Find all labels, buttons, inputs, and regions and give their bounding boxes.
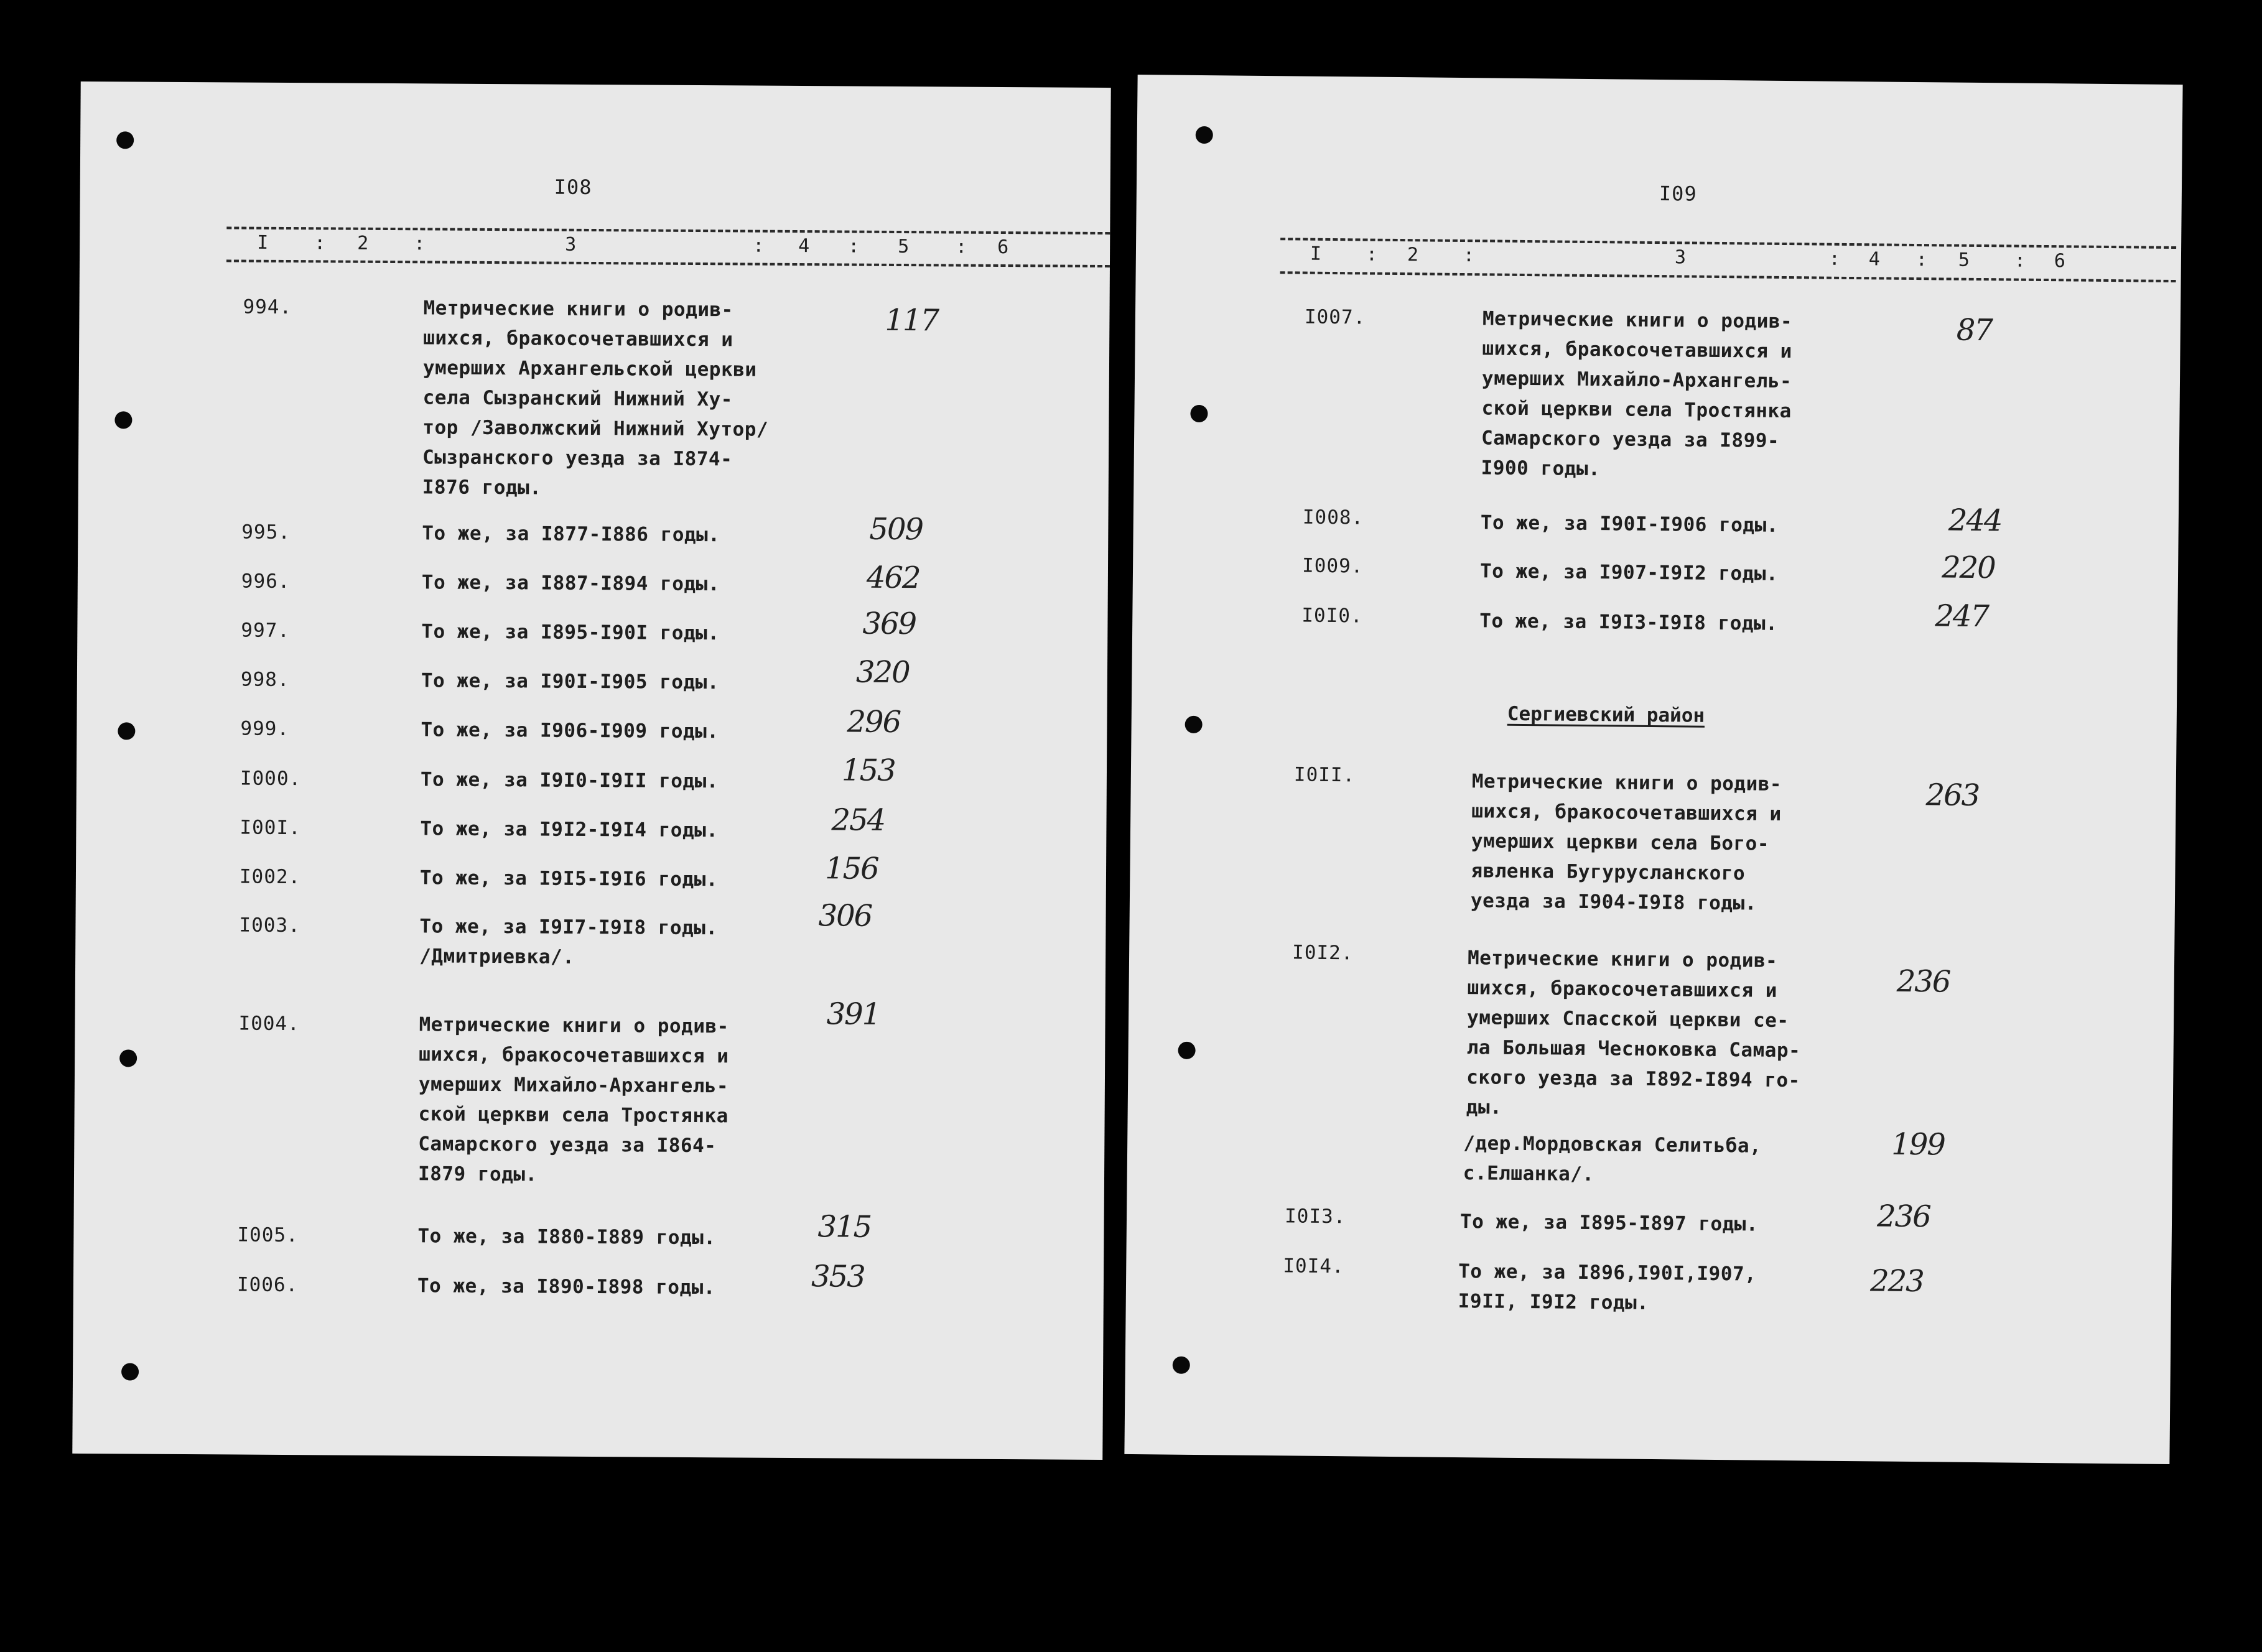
entry-text-line: То же, за I9I5-I9I6 годы. [419, 866, 719, 891]
handwritten-count: 223 [1869, 1263, 1924, 1299]
entry-number: 998. [240, 668, 290, 692]
entry-text-line: умерших Михайло-Архангель- [1481, 367, 1792, 393]
column-separator: : [753, 234, 765, 257]
entry-number: I007. [1304, 305, 1366, 329]
entry-number: 999. [240, 717, 290, 741]
entry-number: 994. [243, 295, 292, 319]
entry-number: I009. [1301, 554, 1364, 578]
left-page [72, 81, 1110, 1460]
entry-text-line: шихся, бракосочетавшихся и [419, 1043, 729, 1068]
entry-text-line: ского уезда за I892-I894 го- [1466, 1066, 1800, 1092]
entry-text-line: Метрические книги о родив- [1482, 307, 1793, 333]
punch-hole [1196, 126, 1213, 144]
entry-number: 996. [241, 570, 291, 593]
entry-text-line: I879 годы. [417, 1162, 538, 1186]
entry-text-line: То же, за I896,I90I,I907, [1458, 1260, 1757, 1286]
entry-number: I0I0. [1301, 604, 1363, 628]
handwritten-count: 247 [1935, 598, 1989, 634]
entry-text-line: явленка Бугурусланского [1471, 860, 1746, 885]
entry-number: I004. [238, 1012, 300, 1036]
punch-hole [116, 131, 134, 149]
punch-hole [1178, 1042, 1195, 1059]
handwritten-count: 509 [869, 511, 923, 547]
column-header: 5 [1958, 249, 1970, 271]
handwritten-count: 199 [1891, 1126, 1945, 1162]
handwritten-count: 263 [1925, 777, 1980, 814]
entry-text-line: ды. [1466, 1096, 1502, 1119]
entry-text-line: То же, за I887-I894 годы. [421, 571, 720, 596]
handwritten-count: 153 [841, 753, 895, 788]
entry-text-line: уезда за I904-I9I8 годы. [1470, 889, 1757, 915]
handwritten-count: 244 [1948, 503, 2002, 539]
entry-number: I008. [1302, 506, 1364, 529]
column-header: 3 [1674, 246, 1687, 269]
entry-number: I0I4. [1283, 1255, 1344, 1278]
entry-text-line: шихся, бракосочетавшихся и [423, 327, 733, 351]
handwritten-count: 117 [885, 302, 939, 338]
entry-text-line: села Сызранский Нижний Ху- [422, 386, 733, 411]
column-separator: : [956, 236, 967, 258]
entry-text-line: ской церкви села Тростянка [1481, 397, 1792, 423]
entry-number: 997. [241, 619, 291, 643]
right-page [1124, 75, 2182, 1464]
entry-text-line: То же, за I9I2-I9I4 годы. [420, 817, 719, 842]
entry-text-line: умерших Спасской церкви се- [1466, 1006, 1789, 1032]
entry-text-line: То же, за I880-I889 годы. [417, 1225, 716, 1250]
entry-text-line: умерших Михайло-Архангель- [418, 1073, 729, 1098]
handwritten-count: 391 [826, 996, 880, 1032]
column-separator: : [1463, 244, 1475, 267]
entry-text-line: То же, за I877-I886 годы. [422, 522, 720, 547]
entry-text-line: умерших Архангельской церкви [422, 356, 757, 381]
entry-number: I0II. [1293, 763, 1356, 787]
entry-text-line: /дер.Мордовская Селитьба, [1463, 1132, 1762, 1158]
handwritten-count: 236 [1896, 963, 1950, 1000]
column-header: 6 [997, 236, 1009, 259]
entry-number: I005. [237, 1223, 299, 1247]
punch-hole [118, 722, 135, 740]
entry-text-line: То же, за I9I0-I9II годы. [420, 768, 719, 793]
entry-text-line: Сызранского уезда за I874- [422, 446, 733, 471]
column-separator: : [414, 233, 426, 255]
entry-text-line: Метрические книги о родив- [419, 1013, 729, 1038]
entry-text-line: тор /Заволжский Нижний Хутор/ [422, 416, 769, 441]
column-separator: : [848, 235, 860, 258]
handwritten-count: 306 [818, 898, 872, 934]
column-header: 3 [565, 233, 577, 256]
column-header: 4 [798, 235, 810, 258]
entry-text-line: умерших церкви села Бого- [1471, 830, 1770, 855]
entry-text-line: Самарского уезда за I899- [1481, 427, 1780, 452]
entry-number: 995. [241, 521, 291, 544]
column-separator: : [1828, 248, 1841, 270]
entry-text-line: То же, за I90I-I905 годы. [421, 669, 720, 694]
handwritten-count: 236 [1876, 1199, 1931, 1235]
entry-number: I000. [240, 767, 302, 791]
column-header: 6 [2054, 250, 2066, 272]
column-header: I [257, 231, 269, 254]
entry-text-line: I900 годы. [1481, 457, 1601, 481]
entry-text-line: То же, за I9I3-I9I8 годы. [1479, 610, 1778, 635]
entry-text-line: с.Елшанка/. [1463, 1162, 1594, 1186]
entry-text-line: Метрические книги о родив- [1467, 947, 1778, 972]
entry-text-line: шихся, бракосочетавшихся и [1471, 800, 1782, 825]
entry-text-line: То же, за I906-I909 годы. [421, 718, 719, 743]
header-rule-bottom [226, 259, 1110, 267]
column-separator: : [1915, 249, 1928, 271]
entry-text-line: То же, за I907-I9I2 годы. [1479, 560, 1779, 585]
handwritten-count: 353 [811, 1259, 865, 1294]
entry-text-line: То же, за I9I7-I9I8 годы. [419, 915, 718, 940]
entry-text-line: I9II, I9I2 годы. [1458, 1290, 1649, 1314]
entry-text-line: То же, за I895-I897 годы. [1459, 1210, 1759, 1236]
entry-text-line: Метрические книги о родив- [423, 297, 733, 322]
punch-hole [1173, 1357, 1190, 1374]
header-rule-bottom [1280, 271, 2176, 282]
entry-text-line: ской церкви села Тростянка [418, 1103, 728, 1128]
entry-text-line: I876 годы. [422, 476, 542, 499]
handwritten-count: 220 [1941, 550, 1996, 586]
entry-text-line: шихся, бракосочетавшихся и [1467, 977, 1778, 1002]
punch-hole [121, 1363, 139, 1380]
entry-text-line: Самарского уезда за I864- [418, 1133, 717, 1158]
entry-number: I003. [239, 914, 300, 937]
entry-number: I0I3. [1284, 1205, 1346, 1228]
handwritten-count: 296 [847, 704, 901, 740]
handwritten-count: 156 [824, 851, 878, 886]
page-number: I09 [1659, 182, 1697, 206]
punch-hole [119, 1049, 137, 1067]
entry-number: I0I2. [1292, 941, 1354, 965]
column-separator: : [2014, 249, 2026, 272]
column-header: 4 [1868, 248, 1881, 271]
handwritten-count: 369 [862, 606, 916, 642]
column-separator: : [314, 232, 326, 254]
punch-hole [114, 411, 132, 429]
handwritten-count: 462 [866, 560, 920, 596]
entry-text-line: То же, за I90I-I906 годы. [1480, 511, 1779, 537]
entry-text-line: То же, за I890-I898 годы. [417, 1274, 716, 1299]
entry-number: I002. [239, 865, 301, 889]
punch-hole [1190, 405, 1208, 422]
entry-text-line: ла Большая Чесноковка Самар- [1466, 1036, 1801, 1062]
entry-text-line: шихся, бракосочетавшихся и [1482, 337, 1792, 363]
section-title: Сергиевский район [1507, 702, 1705, 727]
handwritten-count: 87 [1956, 312, 1993, 348]
column-header: 2 [1407, 244, 1419, 266]
entry-number: I00I. [240, 816, 301, 840]
entry-text-line: То же, за I895-I90I годы. [421, 620, 720, 645]
handwritten-count: 320 [855, 654, 910, 690]
entry-text-line: Метрические книги о родив- [1471, 770, 1782, 796]
handwritten-count: 315 [817, 1209, 872, 1245]
column-header: 5 [898, 235, 910, 258]
page-number: I08 [554, 175, 592, 199]
column-header: I [1310, 243, 1322, 265]
handwritten-count: 254 [831, 802, 885, 838]
punch-hole [1185, 716, 1203, 733]
entry-number: I006. [236, 1273, 299, 1297]
entry-text-line: /Дмитриевка/. [419, 945, 575, 968]
column-header: 2 [357, 232, 369, 254]
column-separator: : [1366, 243, 1378, 266]
